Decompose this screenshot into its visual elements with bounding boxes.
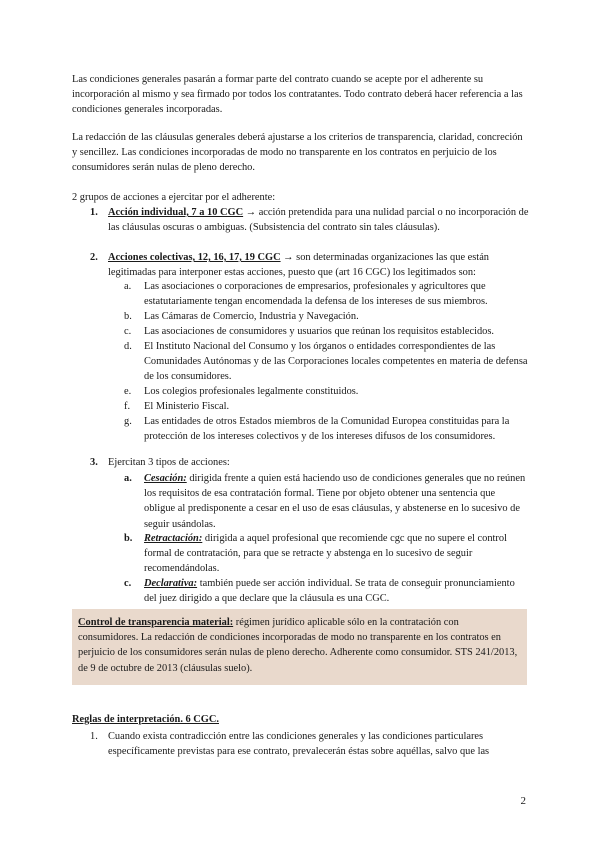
list-item-legitimado <box>124 414 528 444</box>
list-letter: g. <box>124 416 132 427</box>
paragraph-grupos-acciones: 2 grupos de acciones a ejercitar por el adherente: <box>72 192 276 203</box>
paragraph-incorporacion: Las condiciones generales pasarán a formar parte del contrato cuando se acepte por el adherente su incorporación al mismo y sea firmado por todos los contratantes. Todo contrato deberá hacer referencia a las condiciones generales incorporadas. <box>72 74 523 116</box>
list-text: Los colegios profesionales legalmente constituidos. <box>144 386 359 397</box>
list-text: Las entidades de otros Estados miembros de la Comunidad Europea constituidas para la protección de los intereses colectivos y de los intereses difusos de los consumidores. <box>144 416 510 443</box>
list-item-regla <box>80 729 526 759</box>
list-letter: a. <box>124 473 132 484</box>
action-title: Cesación: <box>144 473 187 484</box>
list-text: Las asociaciones o corporaciones de empresarios, profesionales y agricultores que estatutariamente tengan encomendada la defensa de los intereses de sus miembros. <box>144 281 488 308</box>
action-text: dirigida frente a quien está haciendo uso de condiciones generales que no reúnen los requisitos de esa contratación formal. Tiene por objeto obtener una sentencia que obligue al predisponente a cesar en el uso de esas cláusulas, y abstenerse en lo sucesivo de seguir usándolas. <box>144 473 526 530</box>
list-letter: c. <box>124 578 132 589</box>
list-text: Las Cámaras de Comercio, Industria y Navegación. <box>144 311 359 322</box>
list-text: El Ministerio Fiscal. <box>144 401 230 412</box>
item-text: → son determinadas organizaciones las que están legitimadas para interponer estas acciones, puesto que (art 16 CGC) los legitimados son: <box>108 252 489 279</box>
action-text: también puede ser acción individual. Se trata de conseguir pronunciamiento del juez dirigido a que declare que la cláusula es una CGC. <box>144 578 515 605</box>
list-item-acciones-colectivas <box>80 250 530 280</box>
transparency-control-box <box>72 609 527 685</box>
list-text: El Instituto Nacional del Consumo y los órganos o entidades correspondientes de las Comunidades Autónomas y de las Corporaciones locales competentes en materia de defensa de los consumidores. <box>144 341 528 383</box>
item-text: Cuando exista contradicción entre las condiciones generales y las condiciones particulares específicamente previstas para ese contrato, prevalecerán éstas sobre aquéllas, salvo que las <box>108 731 490 758</box>
list-text: Las asociaciones de consumidores y usuarios que reúnan los requisitos establecidos. <box>144 326 495 337</box>
list-number: 2. <box>90 252 98 263</box>
item-title: Acciones colectivas, 12, 16, 17, 19 CGC <box>108 252 281 263</box>
list-item-legitimado <box>124 339 528 385</box>
action-title: Declarativa: <box>144 578 198 589</box>
list-letter: e. <box>124 386 132 397</box>
item-text: → acción pretendida para una nulidad parcial o no incorporación de las cláusulas oscuras o ambiguas. (Subsistencia del contrato sin tales cláusulas). <box>108 207 529 234</box>
list-item-legitimado <box>124 309 528 324</box>
list-letter: b. <box>124 311 132 322</box>
box-text: régimen jurídico aplicable sólo en la contratación con consumidores. La redacción de condiciones incorporadas de modo no transparente en los contratos en perjuicio de los consumidores serán nulas de pleno derecho. Adherente como consumidor. STS 241/2013, de 9 de octubre de 2013 (cláusulas suelo). <box>78 617 518 674</box>
list-number: 3. <box>90 457 98 468</box>
list-item-legitimado <box>124 324 528 339</box>
item-text: Ejercitan 3 tipos de acciones: <box>108 457 230 468</box>
list-letter: c. <box>124 326 132 337</box>
list-item-legitimado <box>124 384 528 399</box>
paragraph-redaccion: La redacción de las cláusulas generales deberá ajustarse a los criterios de transparencia, claridad, concreción y sencillez. Las condiciones incorporadas de modo no transparente en los contratos en perjuicio de los consumidores serán nulas de pleno derecho. <box>72 132 523 174</box>
box-title: Control de transparencia material: <box>78 617 234 628</box>
list-item-legitimado <box>124 279 528 309</box>
list-number: 1. <box>90 207 98 218</box>
list-letter: b. <box>124 533 133 544</box>
list-number: 1. <box>90 731 98 742</box>
page-number: 2 <box>520 795 526 807</box>
list-item-cesacion <box>124 471 528 532</box>
list-item-tipos-acciones <box>80 455 530 470</box>
list-item-retractacion <box>124 531 528 577</box>
action-text: dirigida a aquel profesional que recomiende cgc que no supere el control formal de contratación, para que se retracte y abstenga en lo sucesivo de seguir recomendándolas. <box>144 533 507 575</box>
list-letter: a. <box>124 281 132 292</box>
section-heading: Reglas de interpretación. 6 CGC. <box>72 714 219 725</box>
list-item-legitimado <box>124 399 528 414</box>
action-title: Retractación: <box>144 533 203 544</box>
item-title: Acción individual, 7 a 10 CGC <box>108 207 244 218</box>
list-item-declarativa <box>124 576 528 606</box>
list-item-accion-individual <box>80 205 530 235</box>
list-letter: f. <box>124 401 131 412</box>
list-letter: d. <box>124 341 132 352</box>
